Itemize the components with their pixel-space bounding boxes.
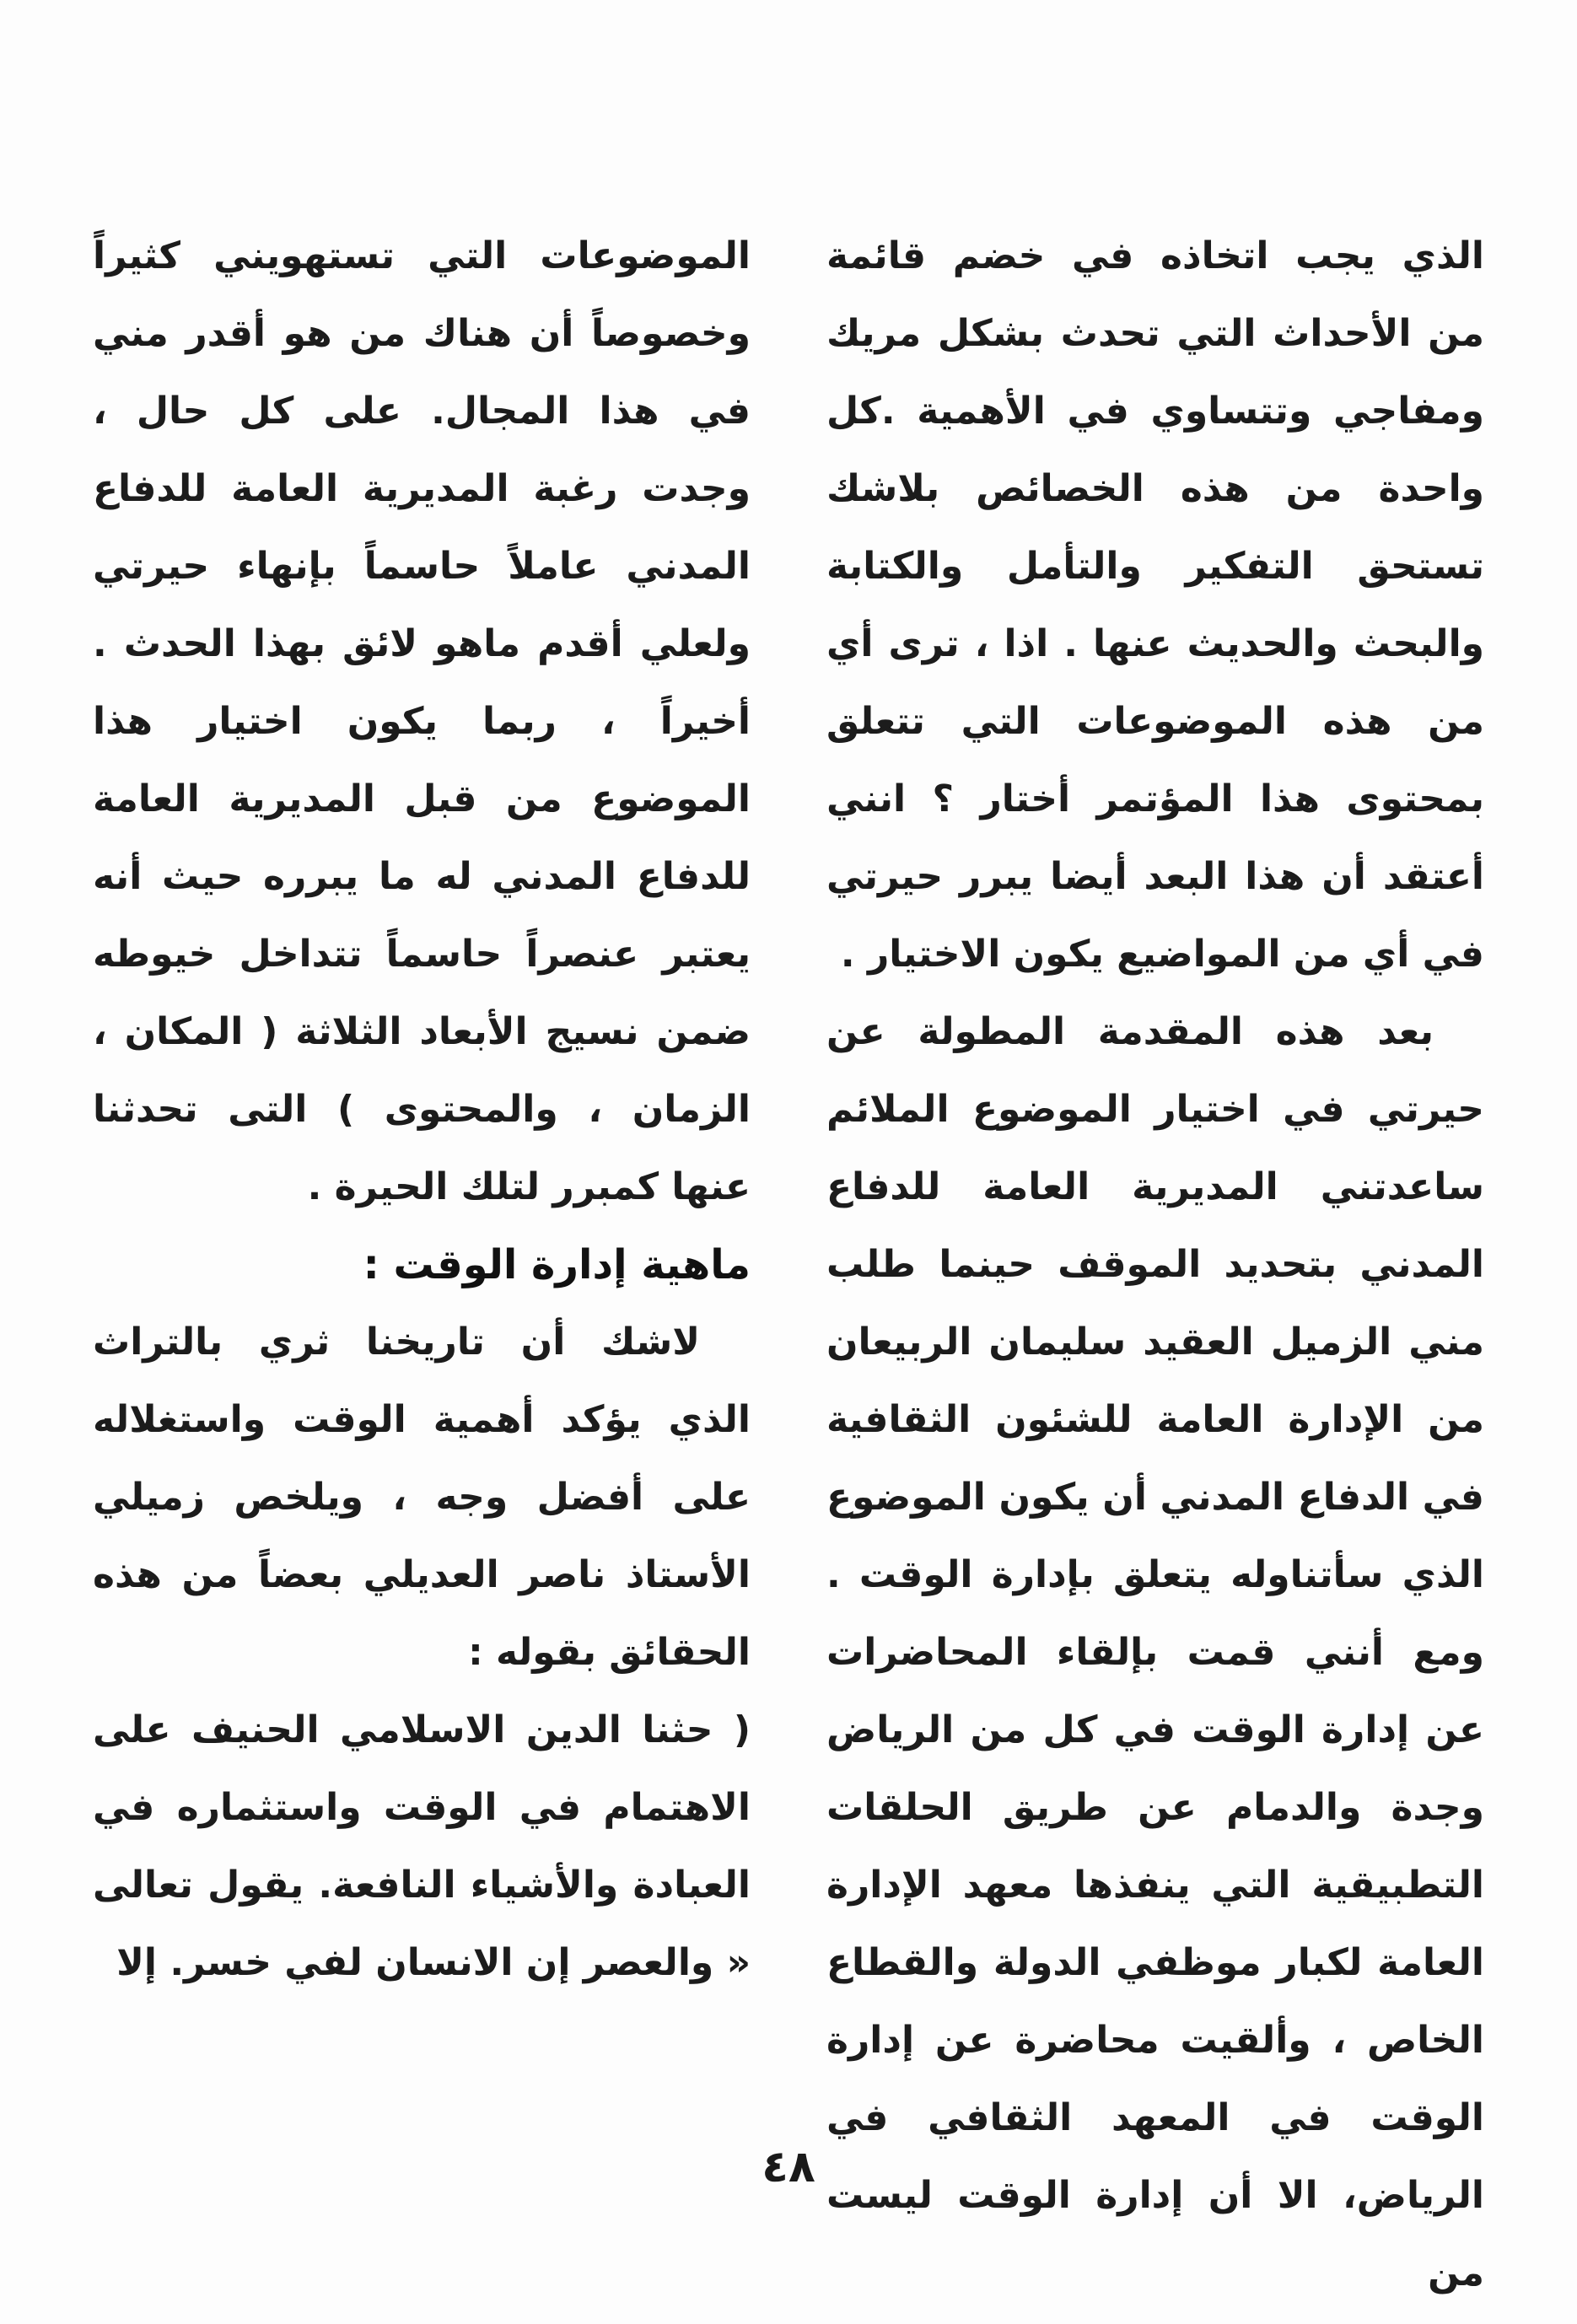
section-heading: ماهية إدارة الوقت : xyxy=(363,1241,751,1288)
right-column-paragraph-2: بعد هذه المقدمة المطولة عن حيرتي في اختيار الموضوع الملائم ساعدتني المديرية العامة للدفاع المدني بتحديد الموقف حينما طلب مني الزميل العقيد سليمان الربيعان من الإدارة العامة للشئون الثقافية في الدفاع المدني أن يكون الموضوع الذي سأتناوله يتعلق بإدارة الوقت . ومع أنني قمت بإلقاء المحاضرات عن إدارة الوقت في كل من الرياض وجدة والدمام عن طريق الحلقات التطبيقية التي ينفذها معهد الإدارة العامة لكبار موظفي الدولة والقطاع الخاص ، وألقيت محاضرة عن إدارة الوقت في المعهد الثقافي في الرياض، الا أن إدارة الوقت ليست من xyxy=(826,1010,1484,2294)
right-column-paragraph-1: الذي يجب اتخاذه في خضم قائمة من الأحداث التي تحدث بشكل مريك ومفاجي وتتساوي في الأهمية .كل واحدة من هذه الخصائص بلاشك تستحق التفكير والتأمل والكتابة والبحث والحديث عنها . اذا ، ترى أي من هذه الموضوعات التي تتعلق بمحتوى هذا المؤتمر أختار ؟ انني أعتقد أن هذا البعد أيضا يبرر حيرتي في أي من المواضيع يكون الاختيار . xyxy=(826,234,1484,976)
page-number: ٤٨ xyxy=(762,2142,815,2192)
left-column-paragraph-1: الموضوعات التي تستهويني كثيراً وخصوصاً أن هناك من هو أقدر مني في هذا المجال. على كل حال ، وجدت رغبة المديرية العامة للدفاع المدني عاملاً حاسماً بإنهاء حيرتي ولعلي أقدم ماهو لائق بهذا الحدث . أخيراً ، ربما يكون اختيار هذا الموضوع من قبل المديرية العامة للدفاع المدني له ما يبرره حيث أنه يعتبر عنصراً حاسماً تتداخل خيوطه ضمن نسيج الأبعاد الثلاثة ( المكان ، الزمان ، والمحتوى ) التى تحدثنا عنها كمبرر لتلك الحيرة . xyxy=(93,234,751,1208)
left-column-paragraph-3: ( حثنا الدين الاسلامي الحنيف على الاهتمام في الوقت واستثماره في العبادة والأشياء النافعة. يقول تعالى « والعصر إن الانسان لفي خسر. إلا xyxy=(93,1708,751,1984)
left-column xyxy=(93,218,751,2002)
right-column xyxy=(826,218,1484,2312)
left-column-paragraph-2: لاشك أن تاريخنا ثري بالتراث الذي يؤكد أهمية الوقت واستغلاله على أفضل وجه ، ويلخص زميلي الأستاذ ناصر العديلي بعضاً من هذه الحقائق بقوله : xyxy=(93,1321,751,1674)
